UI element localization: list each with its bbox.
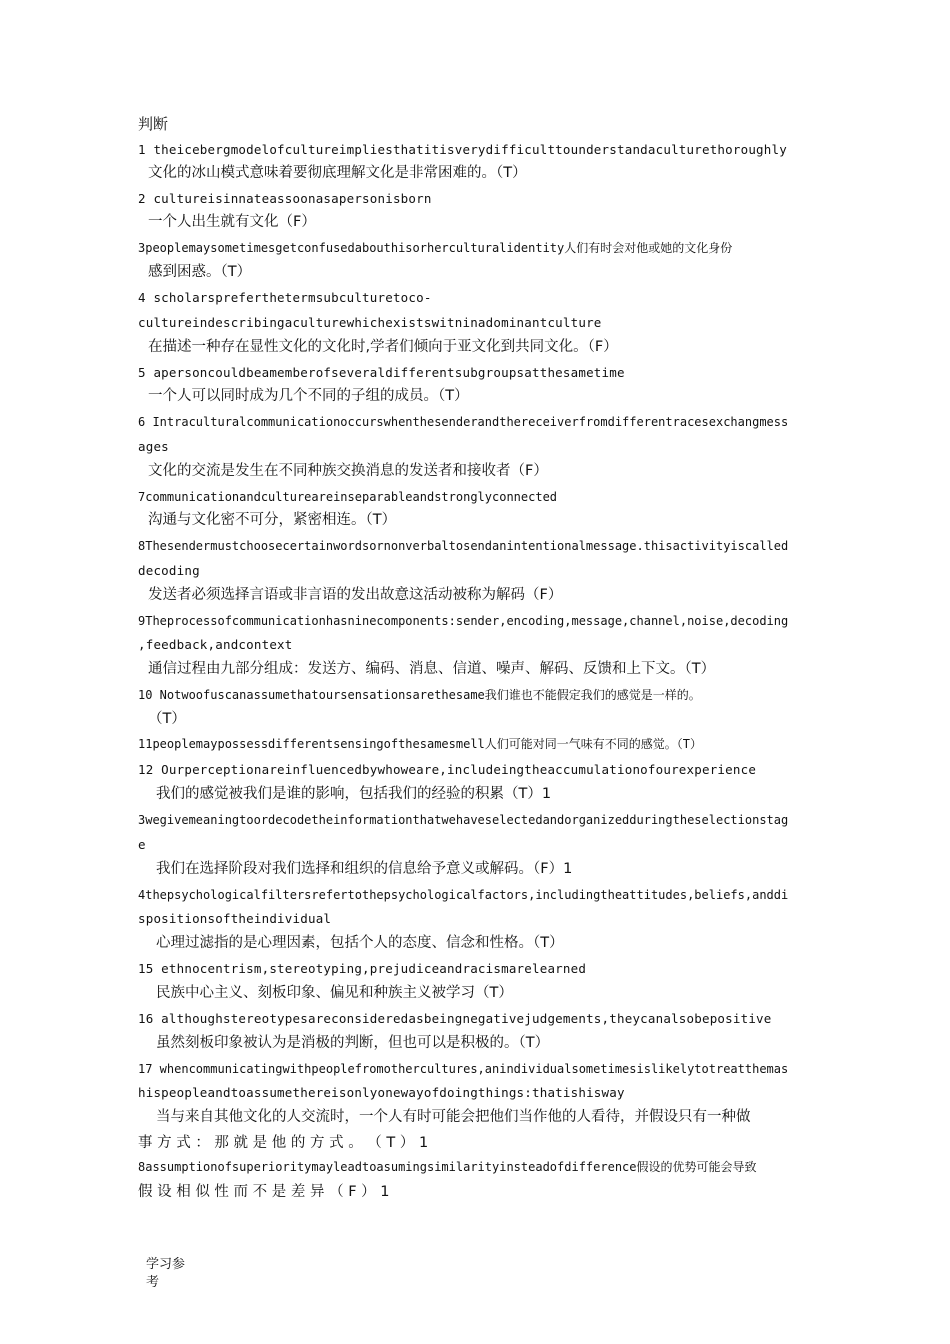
item-12-en: 12 Ourperceptionareinfluencedbywhoweare,includeingtheaccumulationofourexperience	[138, 762, 757, 777]
item-13-en: 3wegivemeaningtoordecodetheinformationthatwehaveselectedandorganizedduringtheselectionstag	[138, 813, 789, 827]
item-17-en: 17 whencommunicatingwithpeoplefromothercultures,anindividualsometimesislikelytotreatthemas	[138, 1062, 789, 1076]
item-14-zh: 心理过滤指的是心理因素，包括个人的态度、信念和性格。（T）	[156, 935, 564, 951]
item-18-line: 8assumptionofsuperioritymayleadtoasumingsimilarityinsteadofdifference假设的优势可能会导致	[138, 1160, 757, 1174]
item-8-en-cont: decoding	[138, 563, 200, 578]
item-13-en-cont: e	[138, 837, 146, 852]
item-16-en: 16 althoughstereotypesareconsideredasbeingnegativejudgements,theycanalsobepositive	[138, 1011, 772, 1026]
item-11-line: 11peoplemaypossessdifferentsensingofthesamesmell人们可能对同一气味有不同的感觉。（T）	[138, 737, 703, 751]
item-5-zh: 一个人可以同时成为几个不同的子组的成员。（T）	[148, 388, 469, 404]
item-4-zh: 在描述一种存在显性文化的文化时,学者们倾向于亚文化到共同文化。（F）	[148, 339, 618, 355]
item-17-zh-cont: 事 方 式 ： 那 就 是 他 的 方 式 。 （ T ） 1	[138, 1135, 429, 1151]
item-6-zh: 文化的交流是发生在不同种族交换消息的发送者和接收者（F）	[148, 463, 548, 479]
item-2-en: 2 cultureisinnateassoonasapersonisborn	[138, 191, 432, 206]
item-15-en: 15 ethnocentrism,stereotyping,prejudiceandracismarelearned	[138, 961, 587, 976]
item-5-en: 5 apersoncouldbeamemberofseveraldifferentsubgroupsatthesametime	[138, 365, 625, 380]
item-14-en-cont: spositionsoftheindividual	[138, 911, 332, 926]
item-12-zh: 我们的感觉被我们是谁的影响，包括我们的经验的积累（T）1	[156, 786, 552, 802]
item-16-zh: 虽然刻板印象被认为是消极的判断，但也可以是积极的。（T）	[156, 1035, 550, 1051]
item-7-zh: 沟通与文化密不可分，紧密相连。（T）	[148, 512, 397, 528]
section-heading: 判断	[138, 115, 169, 133]
footer-line-2: 考	[146, 1275, 160, 1290]
item-9-en-cont: ,feedback,andcontext	[138, 637, 293, 652]
item-4-en: 4 scholarspreferthetermsubculturetoco-	[138, 290, 432, 305]
item-14-en: 4thepsychologicalfiltersrefertothepsychologicalfactors,includingtheattitudes,beliefs,anddi	[138, 888, 789, 902]
item-10-line: 10 Notwoofuscanassumethatoursensationsarethesame我们谁也不能假定我们的感觉是一样的。	[138, 688, 701, 702]
item-3-line: 3peoplemaysometimesgetconfusedabouthisorherculturalidentity人们有时会对他或她的文化身份	[138, 241, 733, 255]
item-10-answer: （T）	[148, 711, 186, 727]
footer-label	[146, 1256, 206, 1292]
item-8-zh: 发送者必须选择言语或非言语的发出故意这活动被称为解码（F）	[148, 587, 563, 603]
item-4-en-cont: cultureindescribingaculturewhichexistswitninadominantculture	[138, 315, 602, 330]
item-9-zh: 通信过程由九部分组成：发送方、编码、消息、信道、噪声、解码、反馈和上下文。（T）	[148, 661, 716, 677]
footer-line-1: 学习参	[146, 1257, 186, 1272]
item-6-en: 6 Intraculturalcommunicationoccurswhenthesenderandthereceiverfromdifferentracesexchangmess	[138, 415, 789, 429]
item-8-en: 8Thesendermustchoosecertainwordsornonverbaltosendanintentionalmessage.thisactivityiscalled	[138, 539, 789, 553]
item-3-zh: 感到困惑。（T）	[148, 264, 252, 280]
item-6-en-cont: ages	[138, 439, 169, 454]
item-7-en: 7communicationandcultureareinseparableandstronglyconnected	[138, 490, 558, 504]
item-17-en-cont: hispeopleandtoassumethereisonlyonewayofdoingthings:thatishisway	[138, 1085, 625, 1100]
item-1-en: 1 theicebergmodelofcultureimpliesthatitisverydifficulttounderstandaculturethoroughly	[138, 142, 787, 157]
item-15-zh: 民族中心主义、刻板印象、偏见和种族主义被学习（T）	[156, 985, 513, 1001]
item-2-zh: 一个人出生就有文化（F）	[148, 214, 316, 230]
item-17-zh: 当与来自其他文化的人交流时，一个人有时可能会把他们当作他的人看待，并假设只有一种做	[156, 1109, 751, 1125]
item-18-zh-cont: 假 设 相 似 性 而 不 是 差 异 （ F ） 1	[138, 1184, 390, 1200]
item-1-zh: 文化的冰山模式意味着要彻底理解文化是非常困难的。（T）	[148, 165, 527, 181]
item-9-en: 9Theprocessofcommunicationhasninecomponents:sender,encoding,message,channel,noise,decoding	[138, 614, 789, 628]
item-13-zh: 我们在选择阶段对我们选择和组织的信息给予意义或解码。（F）1	[156, 861, 573, 877]
